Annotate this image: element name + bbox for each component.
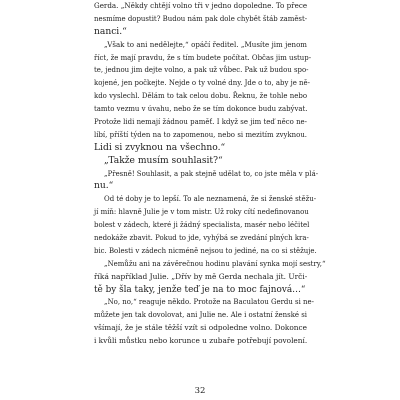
text-line: „Však to ani nedělejte,“ opáčí ředitel. „Musíte jim jenom [104,39,307,49]
text-line: „No, no,“ reaguje někdo. Protože na Baculatou Gerdu si ne- [104,298,314,307]
text-line: bic. Bolesti v zádech nicméně nejsou to jediné, na co si stěžuje. [94,246,317,255]
text-line: „Nemůžu ani na závěrečnou hodinu plavání synka mojí sestry,“ [104,259,326,268]
text-line: „Takže musím souhlasit?“ [104,155,223,166]
text-line: bolest v zádech, které ji žádný specialista, masér nebo léčitel [94,221,310,230]
text-line: můžete jen tak dovolovat, ani Julie ne. Ale i ostatní ženské si [94,311,307,320]
text-line: nesmíme dopustit? Budou nám pak dole chybět štáb zaměst- [94,14,308,23]
text-line: i kvůli můstku nebo korunce u zubaře potřebují povolení. [94,336,308,346]
text-line: nanci.“ [94,26,127,37]
text-line: Gerda. „Někdy chtějí volno tři v jedno dopoledne. To přece [94,1,308,10]
text-line: nu.“ [94,181,114,192]
text-line: tě by šla taky, jenže teď je na to moc fajnová…“ [94,284,306,295]
text-line: „Přesně! Souhlasit, a pak stejně udělat to, co jste měla v plá- [104,169,319,178]
text-line: te, jednou jim dejte volno, a pak už vůbec. Pak už budou spo- [94,66,309,75]
text-line: nedokáže zbavit. Pokud to jde, vyhýbá se zvedání plných kra- [94,234,309,243]
text-line: Protože lidi nemají žádnou paměť. I když se jim teď něco ne- [94,118,307,127]
text-line: říct, že mají pravdu, že s tím budete počítat. Občas jim ustup- [94,53,312,62]
text-line: Lidi si zvyknou na všechno.“ [94,142,226,153]
text-line: říká například Julie. „Dřív by mě Gerda nechala jít. Urči- [94,271,308,281]
text-line: všímají, že je stále těžší vzít si odpoledne volno. Dokonce [94,323,307,333]
text-line: kojené, jen počkejte. Nejde o ty volné dny. Jde o to, aby je ně- [94,79,310,88]
text-line: tamto vezmu v úvahu, nebo že se tím dokonce budu zabývat. [94,105,308,114]
page-number: 32 [194,386,206,396]
text-line: líbí, příští týden na to zapomenou, nebo si mezitím zvyknou. [94,130,307,139]
text-line: kdo vyslechl. Dělám to tak celou dobu. Řeknu, že tohle nebo [94,92,307,101]
text-line: Od té doby je to lepší. To ale neznamená, že si ženské stěžu- [104,195,317,204]
body-text [94,0,326,348]
text-line: jí míň: hlavně Julie je v tom mistr. Už roky cítí nedefinovanou [94,208,309,217]
